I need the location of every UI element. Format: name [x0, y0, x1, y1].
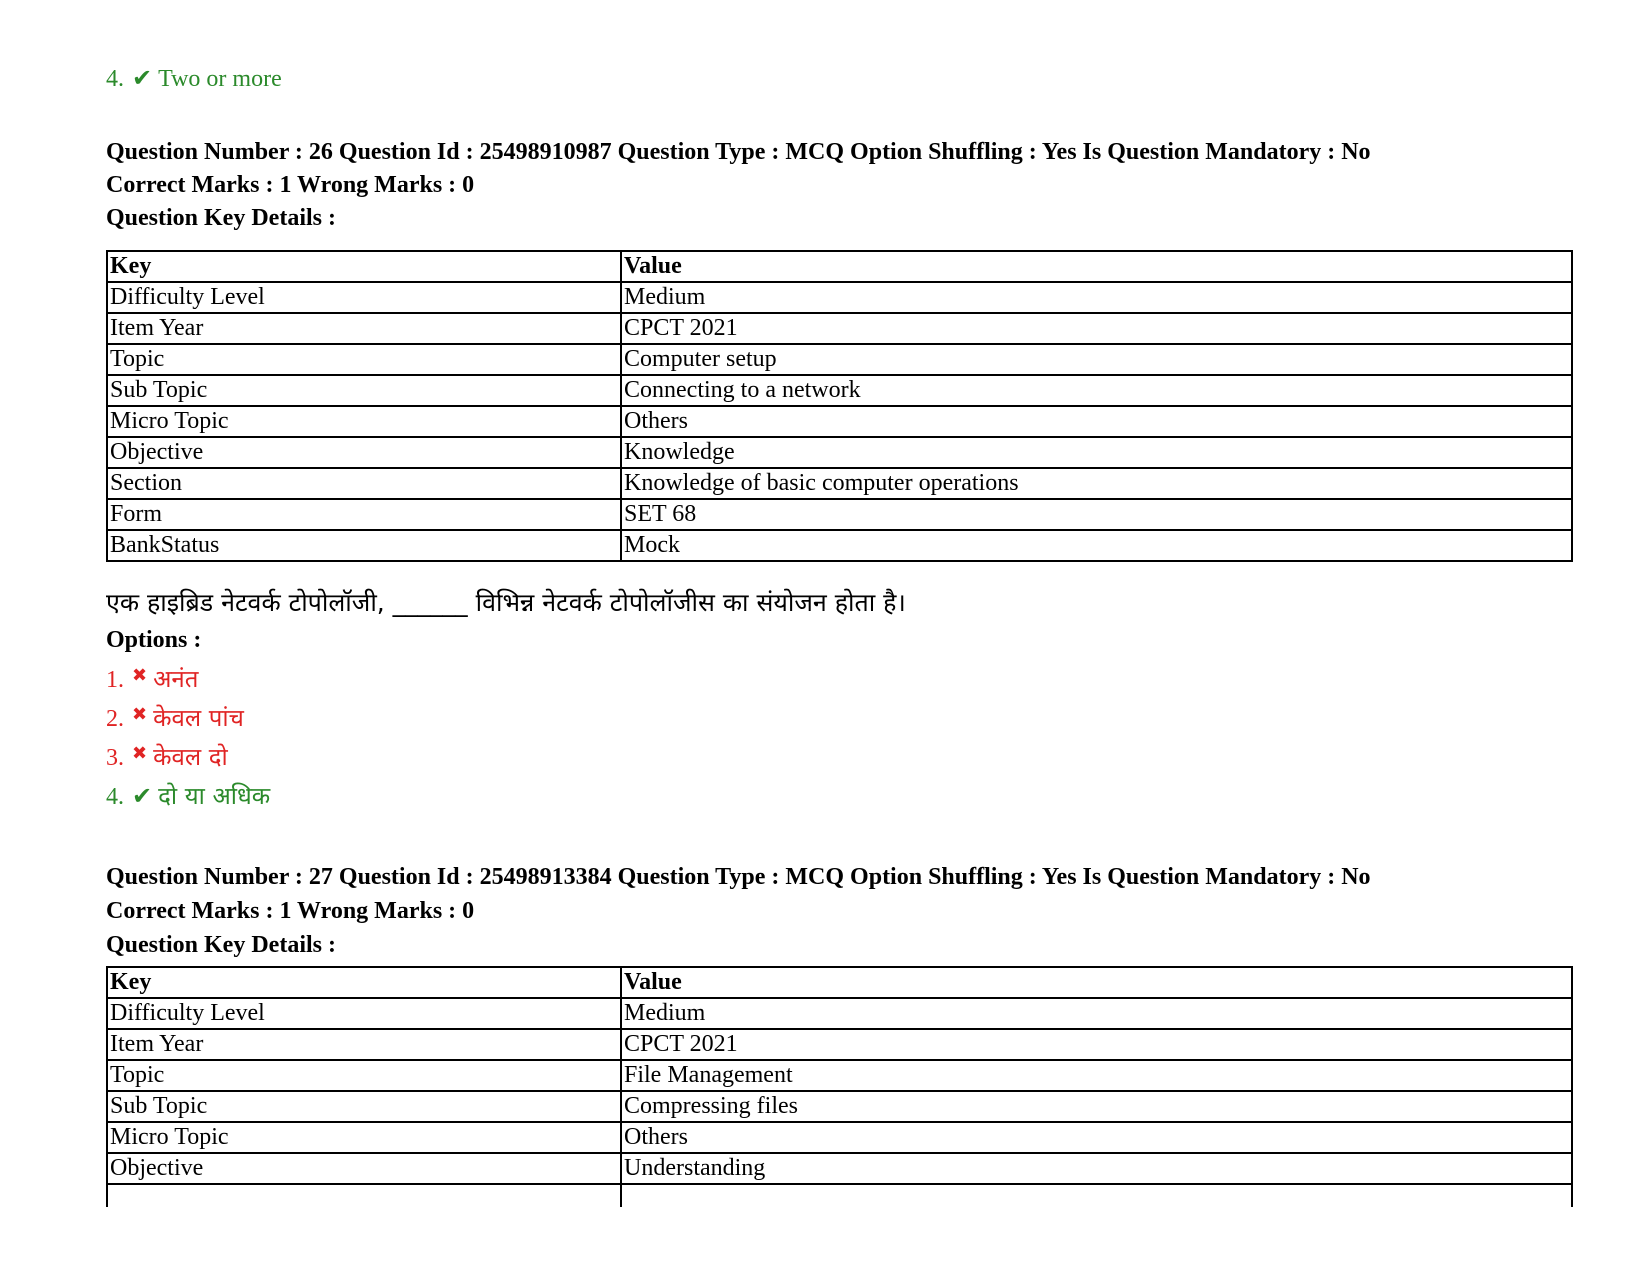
q27-marks: Correct Marks : 1 Wrong Marks : 0: [106, 898, 475, 924]
q26-option-4: [106, 779, 270, 812]
q26-question-text: एक हाइब्रिड नेटवर्क टोपोलॉजी, ______ विभिन्न नेटवर्क टोपोलॉजीस का संयोजन होता है।: [106, 588, 906, 617]
row-value: Knowledge: [621, 437, 1572, 468]
check-icon: ✔: [132, 782, 153, 810]
option-text: केवल दो: [153, 743, 228, 771]
option-number: 3.: [106, 745, 124, 771]
value-header: Value: [621, 251, 1572, 282]
row-value: CPCT 2021: [621, 1029, 1572, 1060]
row-value: Others: [621, 1122, 1572, 1153]
option-text: Two or more: [158, 66, 282, 92]
row-key: Topic: [107, 344, 621, 375]
q27-header: Question Number : 27 Question Id : 25498913384 Question Type : MCQ Option Shuffling : Yes Is Question Mandatory : No: [106, 864, 1371, 890]
row-key: [107, 1184, 621, 1207]
table-row: [107, 998, 1572, 1029]
q26-marks: Correct Marks : 1 Wrong Marks : 0: [106, 172, 475, 198]
q26-options-label: Options :: [106, 627, 202, 653]
q26-header: Question Number : 26 Question Id : 25498910987 Question Type : MCQ Option Shuffling : Yes Is Question Mandatory : No: [106, 139, 1371, 165]
option-text: अनंत: [153, 665, 199, 693]
row-value: Medium: [621, 998, 1572, 1029]
row-key: Difficulty Level: [107, 282, 621, 313]
row-key: BankStatus: [107, 530, 621, 561]
row-value: Knowledge of basic computer operations: [621, 468, 1572, 499]
row-value: Mock: [621, 530, 1572, 561]
option-number: 4.: [106, 784, 124, 810]
q26-option-3: [106, 740, 228, 773]
row-key: Item Year: [107, 313, 621, 344]
q26-key-details-label: Question Key Details :: [106, 205, 336, 231]
row-key: Difficulty Level: [107, 998, 621, 1029]
row-value: CPCT 2021: [621, 313, 1572, 344]
table-row: [107, 375, 1572, 406]
row-value: Medium: [621, 282, 1572, 313]
table-row: [107, 1153, 1572, 1184]
row-value: SET 68: [621, 499, 1572, 530]
table-row: [107, 313, 1572, 344]
row-value: Connecting to a network: [621, 375, 1572, 406]
row-key: Sub Topic: [107, 1091, 621, 1122]
option-number: 4.: [106, 66, 124, 92]
cross-icon: ✖: [132, 743, 148, 764]
option-number: 2.: [106, 706, 124, 732]
value-header: Value: [621, 967, 1572, 998]
table-row: [107, 406, 1572, 437]
row-key: Objective: [107, 437, 621, 468]
table-row: [107, 1122, 1572, 1153]
row-value: File Management: [621, 1060, 1572, 1091]
row-value: Computer setup: [621, 344, 1572, 375]
table-row: [107, 468, 1572, 499]
row-key: Objective: [107, 1153, 621, 1184]
row-value: [621, 1184, 1572, 1207]
table-row: [107, 530, 1572, 561]
row-key: Section: [107, 468, 621, 499]
q27-key-table: [106, 966, 1573, 1207]
row-value: Others: [621, 406, 1572, 437]
row-key: Topic: [107, 1060, 621, 1091]
table-header-row: [107, 967, 1572, 998]
table-header-row: [107, 251, 1572, 282]
table-row: [107, 344, 1572, 375]
table-row: [107, 437, 1572, 468]
check-icon: ✔: [132, 64, 153, 92]
row-value: Compressing files: [621, 1091, 1572, 1122]
table-row: [107, 1060, 1572, 1091]
option-text: दो या अधिक: [158, 782, 271, 810]
cross-icon: ✖: [132, 665, 148, 686]
key-header: Key: [107, 967, 621, 998]
key-header: Key: [107, 251, 621, 282]
q26-option-1: [106, 662, 198, 695]
q26-option-2: [106, 701, 244, 734]
cross-icon: ✖: [132, 704, 148, 725]
table-row: [107, 499, 1572, 530]
row-value: Understanding: [621, 1153, 1572, 1184]
q26-key-table: [106, 250, 1573, 562]
table-row-cut: [107, 1184, 1572, 1207]
table-row: [107, 1091, 1572, 1122]
row-key: Item Year: [107, 1029, 621, 1060]
prev-option-4: [106, 64, 282, 93]
table-row: [107, 1029, 1572, 1060]
q27-key-details-label: Question Key Details :: [106, 932, 336, 958]
row-key: Sub Topic: [107, 375, 621, 406]
option-number: 1.: [106, 667, 124, 693]
row-key: Form: [107, 499, 621, 530]
row-key: Micro Topic: [107, 1122, 621, 1153]
option-text: केवल पांच: [153, 704, 244, 732]
table-row: [107, 282, 1572, 313]
row-key: Micro Topic: [107, 406, 621, 437]
